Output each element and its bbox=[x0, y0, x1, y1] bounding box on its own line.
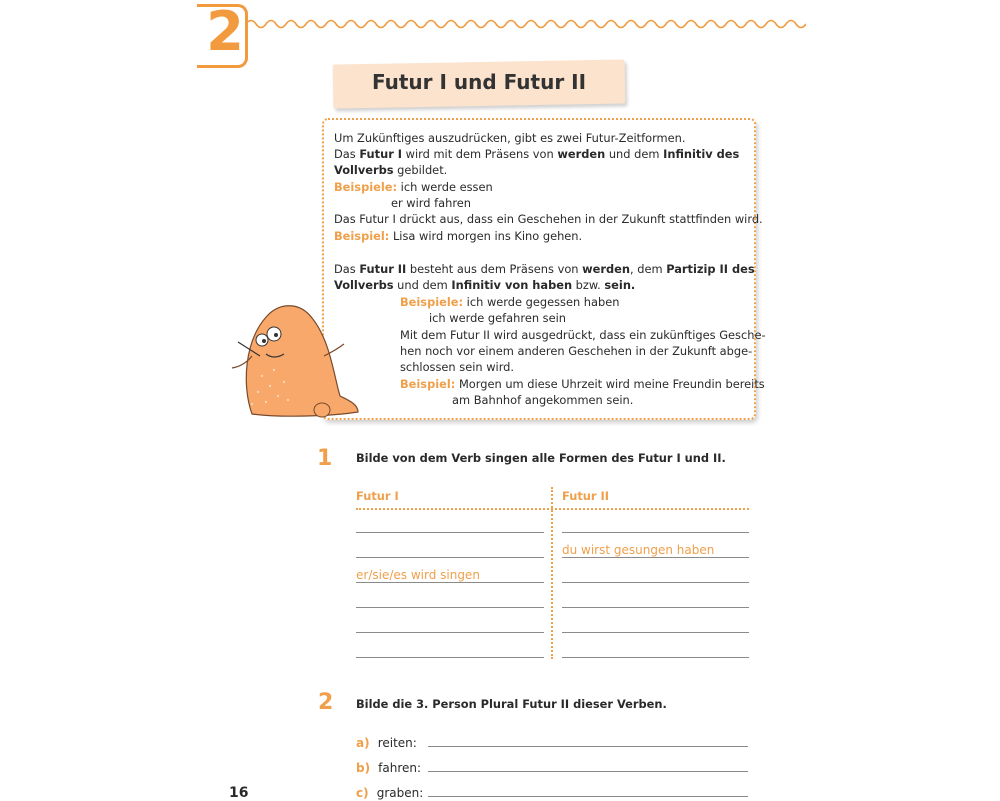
exercise-item-b bbox=[356, 757, 421, 776]
bold-term: sein. bbox=[604, 278, 636, 292]
info-line bbox=[334, 261, 755, 277]
info-text: Um Zukünftiges auszudrücken, gibt es zwei Futur-Zeitformen. bbox=[334, 131, 686, 145]
info-text: schlossen sein wird. bbox=[400, 360, 515, 374]
chapter-number: 2 bbox=[206, 0, 244, 63]
column-header-futur2: Futur II bbox=[562, 489, 609, 503]
info-line bbox=[400, 359, 514, 375]
info-text: Lisa wird morgen ins Kino gehen. bbox=[389, 229, 583, 243]
info-text: hen noch vor einem anderen Geschehen in der Zukunft abge- bbox=[400, 344, 753, 358]
info-line bbox=[391, 195, 471, 211]
info-line bbox=[334, 130, 686, 146]
info-text: am Bahnhof angekommen sein. bbox=[452, 393, 634, 407]
info-text: bzw. bbox=[572, 278, 605, 292]
info-line bbox=[334, 211, 763, 227]
example-label: Beispiele: bbox=[400, 295, 464, 309]
item-verb: fahren: bbox=[378, 761, 422, 775]
bold-term: Infinitiv des bbox=[663, 147, 740, 161]
futur2-answer-line[interactable] bbox=[562, 632, 749, 633]
page-number: 16 bbox=[229, 785, 249, 801]
info-text: und dem bbox=[393, 278, 452, 292]
info-text: Mit dem Futur II wird ausgedrückt, dass ein zukünftiges Gesche- bbox=[400, 328, 766, 342]
task-1-number: 1 bbox=[317, 446, 333, 471]
example-label: Beispiele: bbox=[334, 180, 398, 194]
info-text: wird mit dem Präsens von bbox=[402, 147, 558, 161]
futur1-answer-line[interactable] bbox=[356, 532, 544, 533]
answer-line-c[interactable] bbox=[428, 796, 748, 797]
example-label: Beispiel: bbox=[400, 377, 456, 391]
item-verb: reiten: bbox=[377, 736, 417, 750]
info-text: besteht aus dem Präsens von bbox=[406, 262, 583, 276]
item-letter: b) bbox=[356, 761, 371, 775]
task-1-instruction: Bilde von dem Verb singen alle Formen des Futur I und II. bbox=[356, 451, 726, 465]
item-letter: a) bbox=[356, 736, 370, 750]
info-text: gebildet. bbox=[393, 163, 448, 177]
column-header-futur1: Futur I bbox=[356, 489, 399, 503]
info-text: und dem bbox=[605, 147, 664, 161]
task-2-number: 2 bbox=[318, 690, 334, 715]
futur2-answer-line[interactable] bbox=[562, 582, 749, 583]
table-column-divider bbox=[551, 487, 553, 659]
exercise-item-a bbox=[356, 732, 417, 751]
futur1-answer-line[interactable] bbox=[356, 557, 544, 558]
info-line bbox=[400, 327, 766, 343]
futur1-answer-line[interactable] bbox=[356, 607, 544, 608]
info-text: Das bbox=[334, 262, 360, 276]
futur2-answer-line[interactable] bbox=[562, 657, 749, 658]
futur1-answer-line[interactable] bbox=[356, 632, 544, 633]
futur2-answer-line[interactable] bbox=[562, 532, 749, 533]
bold-term: werden bbox=[557, 147, 606, 161]
futur2-answer-line[interactable] bbox=[562, 607, 749, 608]
info-line bbox=[334, 228, 582, 244]
info-text: Morgen um diese Uhrzeit wird meine Freundin bereits bbox=[455, 377, 765, 391]
info-line bbox=[429, 310, 566, 326]
info-text: Das Futur I drückt aus, dass ein Geschehen in der Zukunft stattfinden wird. bbox=[334, 212, 763, 226]
item-letter: c) bbox=[356, 786, 369, 800]
monster-mascot-illustration bbox=[222, 296, 362, 422]
info-line bbox=[334, 277, 635, 293]
example-label: Beispiel: bbox=[334, 229, 390, 243]
info-text: Das bbox=[334, 147, 360, 161]
info-line bbox=[400, 294, 619, 310]
info-line bbox=[334, 162, 447, 178]
info-line bbox=[334, 146, 739, 162]
bold-term: Infinitiv von haben bbox=[451, 278, 573, 292]
bold-term: Futur I bbox=[359, 147, 403, 161]
task-2-instruction: Bilde die 3. Person Plural Futur II dieser Verben. bbox=[356, 697, 667, 711]
prefilled-futur2-answer: du wirst gesungen haben bbox=[562, 543, 715, 557]
futur1-answer-line[interactable] bbox=[356, 657, 544, 658]
info-line bbox=[334, 179, 493, 195]
bold-term: Partizip II des bbox=[666, 262, 755, 276]
bold-term: Futur II bbox=[359, 262, 407, 276]
answer-line-a[interactable] bbox=[428, 746, 748, 747]
bold-term: werden bbox=[582, 262, 630, 276]
info-text: ich werde gegessen haben bbox=[463, 295, 620, 309]
item-verb: graben: bbox=[376, 786, 424, 800]
info-text: ich werde essen bbox=[397, 180, 493, 194]
info-line bbox=[400, 376, 765, 392]
exercise-item-c bbox=[356, 782, 423, 801]
wavy-divider bbox=[246, 14, 806, 34]
prefilled-futur1-answer: er/sie/es wird singen bbox=[356, 568, 480, 582]
info-text: er wird fahren bbox=[391, 196, 471, 210]
info-line bbox=[452, 392, 633, 408]
futur2-answer-line[interactable] bbox=[562, 557, 749, 558]
info-line bbox=[400, 343, 752, 359]
futur1-answer-line[interactable] bbox=[356, 582, 544, 583]
info-text: ich werde gefahren sein bbox=[429, 311, 566, 325]
bold-term: Vollverbs bbox=[334, 278, 394, 292]
info-text: , dem bbox=[630, 262, 667, 276]
answer-line-b[interactable] bbox=[428, 771, 748, 772]
bold-term: Vollverbs bbox=[334, 163, 394, 177]
page-title: Futur I und Futur II bbox=[371, 70, 587, 94]
